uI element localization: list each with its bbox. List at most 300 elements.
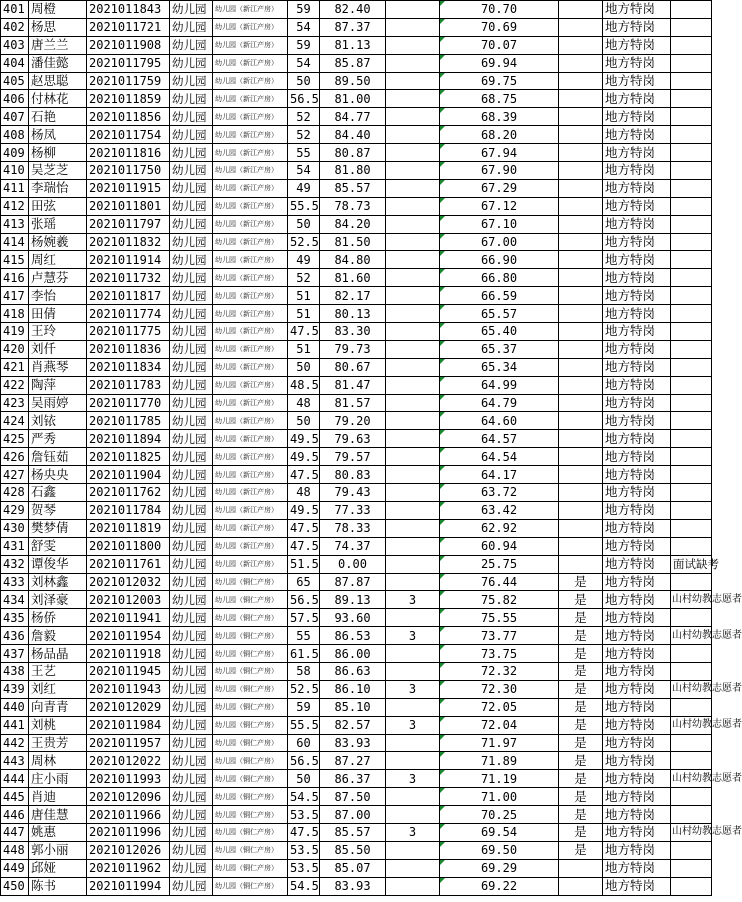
qualified-flag bbox=[559, 1, 603, 19]
school-subtype: 幼儿园（铜仁产房） bbox=[213, 662, 288, 680]
candidate-name: 石艳 bbox=[29, 108, 87, 126]
position-type: 地方特岗 bbox=[603, 877, 671, 895]
school-subtype: 幼儿园（新江产房） bbox=[213, 466, 288, 484]
interview-score: 79.43 bbox=[320, 484, 386, 502]
total-score: 72.32 bbox=[440, 662, 559, 680]
table-row bbox=[1, 555, 712, 573]
qualified-flag bbox=[559, 251, 603, 269]
candidate-name: 吴芝芝 bbox=[29, 162, 87, 180]
qualified-flag bbox=[559, 197, 603, 215]
remark bbox=[671, 448, 712, 466]
candidate-name: 唐佳慧 bbox=[29, 806, 87, 824]
row-number: 446 bbox=[1, 806, 29, 824]
candidate-name: 周橙 bbox=[29, 1, 87, 19]
remark bbox=[671, 430, 712, 448]
position-type: 地方特岗 bbox=[603, 823, 671, 841]
candidate-name: 杨凤 bbox=[29, 126, 87, 144]
total-score: 25.75 bbox=[440, 555, 559, 573]
remark bbox=[671, 144, 712, 162]
table-row bbox=[1, 179, 712, 197]
school-subtype: 幼儿园（新江产房） bbox=[213, 18, 288, 36]
position-type: 地方特岗 bbox=[603, 54, 671, 72]
interview-score: 85.87 bbox=[320, 54, 386, 72]
school-subtype: 幼儿园（铜仁产房） bbox=[213, 680, 288, 698]
exam-id: 2021011770 bbox=[87, 394, 170, 412]
table-row bbox=[1, 680, 712, 698]
row-number: 444 bbox=[1, 770, 29, 788]
school-subtype: 幼儿园（新江产房） bbox=[213, 394, 288, 412]
interview-score: 89.13 bbox=[320, 591, 386, 609]
total-score: 64.99 bbox=[440, 376, 559, 394]
table-row bbox=[1, 752, 712, 770]
row-number: 416 bbox=[1, 269, 29, 287]
written-score: 54 bbox=[288, 18, 320, 36]
candidate-name: 赵思聪 bbox=[29, 72, 87, 90]
total-score: 69.75 bbox=[440, 72, 559, 90]
row-number: 427 bbox=[1, 466, 29, 484]
school-type: 幼儿园 bbox=[170, 788, 213, 806]
qualified-flag: 是 bbox=[559, 788, 603, 806]
total-score: 67.10 bbox=[440, 215, 559, 233]
candidate-name: 谭俊华 bbox=[29, 555, 87, 573]
row-number: 425 bbox=[1, 430, 29, 448]
interview-score: 80.87 bbox=[320, 144, 386, 162]
exam-id: 2021012096 bbox=[87, 788, 170, 806]
remark bbox=[671, 179, 712, 197]
position-type: 地方特岗 bbox=[603, 698, 671, 716]
candidate-name: 邱娅 bbox=[29, 859, 87, 877]
exam-id: 2021012022 bbox=[87, 752, 170, 770]
candidate-name: 杨婉羲 bbox=[29, 233, 87, 251]
school-subtype: 幼儿园（铜仁产房） bbox=[213, 734, 288, 752]
school-type: 幼儿园 bbox=[170, 197, 213, 215]
table-row bbox=[1, 126, 712, 144]
candidate-name: 张瑶 bbox=[29, 215, 87, 233]
written-score: 48 bbox=[288, 484, 320, 502]
total-score: 73.77 bbox=[440, 627, 559, 645]
qualified-flag bbox=[559, 430, 603, 448]
school-subtype: 幼儿园（新江产房） bbox=[213, 412, 288, 430]
position-type: 地方特岗 bbox=[603, 394, 671, 412]
qualified-flag bbox=[559, 537, 603, 555]
written-score: 52 bbox=[288, 269, 320, 287]
school-subtype: 幼儿园（新江产房） bbox=[213, 484, 288, 502]
position-type: 地方特岗 bbox=[603, 591, 671, 609]
interview-score: 85.57 bbox=[320, 823, 386, 841]
table-row bbox=[1, 806, 712, 824]
total-score: 66.90 bbox=[440, 251, 559, 269]
exam-id: 2021011721 bbox=[87, 18, 170, 36]
candidate-name: 石鑫 bbox=[29, 484, 87, 502]
bonus-points bbox=[386, 108, 440, 126]
school-subtype: 幼儿园（铜仁产房） bbox=[213, 806, 288, 824]
written-score: 49.5 bbox=[288, 501, 320, 519]
school-subtype: 幼儿园（新江产房） bbox=[213, 54, 288, 72]
bonus-points bbox=[386, 251, 440, 269]
candidate-name: 李怡 bbox=[29, 287, 87, 305]
interview-score: 87.87 bbox=[320, 573, 386, 591]
table-row bbox=[1, 770, 712, 788]
table-row bbox=[1, 877, 712, 895]
written-score: 53.5 bbox=[288, 841, 320, 859]
bonus-points bbox=[386, 179, 440, 197]
school-subtype: 幼儿园（新江产房） bbox=[213, 537, 288, 555]
remark: 面试缺考 bbox=[671, 555, 712, 573]
bonus-points bbox=[386, 233, 440, 251]
position-type: 地方特岗 bbox=[603, 501, 671, 519]
school-type: 幼儿园 bbox=[170, 484, 213, 502]
school-subtype: 幼儿园（新江产房） bbox=[213, 358, 288, 376]
qualified-flag bbox=[559, 18, 603, 36]
row-number: 429 bbox=[1, 501, 29, 519]
exam-id: 2021011762 bbox=[87, 484, 170, 502]
remark bbox=[671, 466, 712, 484]
bonus-points bbox=[386, 72, 440, 90]
school-subtype: 幼儿园（新江产房） bbox=[213, 323, 288, 341]
remark bbox=[671, 609, 712, 627]
position-type: 地方特岗 bbox=[603, 430, 671, 448]
written-score: 48 bbox=[288, 394, 320, 412]
bonus-points bbox=[386, 323, 440, 341]
interview-score: 87.27 bbox=[320, 752, 386, 770]
total-score: 69.29 bbox=[440, 859, 559, 877]
table-row bbox=[1, 573, 712, 591]
remark bbox=[671, 108, 712, 126]
row-number: 410 bbox=[1, 162, 29, 180]
total-score: 63.42 bbox=[440, 501, 559, 519]
school-subtype: 幼儿园（铜仁产房） bbox=[213, 591, 288, 609]
interview-score: 78.33 bbox=[320, 519, 386, 537]
table-row bbox=[1, 72, 712, 90]
exam-id: 2021011894 bbox=[87, 430, 170, 448]
school-type: 幼儿园 bbox=[170, 466, 213, 484]
written-score: 51 bbox=[288, 305, 320, 323]
bonus-points bbox=[386, 305, 440, 323]
bonus-points bbox=[386, 788, 440, 806]
row-number: 428 bbox=[1, 484, 29, 502]
interview-score: 82.17 bbox=[320, 287, 386, 305]
total-score: 62.92 bbox=[440, 519, 559, 537]
school-type: 幼儿园 bbox=[170, 54, 213, 72]
total-score: 71.89 bbox=[440, 752, 559, 770]
interview-score: 86.63 bbox=[320, 662, 386, 680]
school-type: 幼儿园 bbox=[170, 144, 213, 162]
bonus-points bbox=[386, 54, 440, 72]
table-row bbox=[1, 215, 712, 233]
qualified-flag bbox=[559, 519, 603, 537]
written-score: 54.5 bbox=[288, 788, 320, 806]
exam-id: 2021012003 bbox=[87, 591, 170, 609]
table-row bbox=[1, 609, 712, 627]
written-score: 47.5 bbox=[288, 466, 320, 484]
exam-id: 2021011816 bbox=[87, 144, 170, 162]
candidate-name: 杨柳 bbox=[29, 144, 87, 162]
interview-score: 93.60 bbox=[320, 609, 386, 627]
position-type: 地方特岗 bbox=[603, 716, 671, 734]
written-score: 65 bbox=[288, 573, 320, 591]
school-type: 幼儿园 bbox=[170, 859, 213, 877]
written-score: 47.5 bbox=[288, 323, 320, 341]
total-score: 73.75 bbox=[440, 645, 559, 663]
row-number: 448 bbox=[1, 841, 29, 859]
remark bbox=[671, 788, 712, 806]
row-number: 431 bbox=[1, 537, 29, 555]
table-row bbox=[1, 484, 712, 502]
school-subtype: 幼儿园（新江产房） bbox=[213, 197, 288, 215]
school-subtype: 幼儿园（铜仁产房） bbox=[213, 627, 288, 645]
qualified-flag bbox=[559, 340, 603, 358]
row-number: 445 bbox=[1, 788, 29, 806]
position-type: 地方特岗 bbox=[603, 197, 671, 215]
total-score: 72.04 bbox=[440, 716, 559, 734]
school-subtype: 幼儿园（铜仁产房） bbox=[213, 788, 288, 806]
school-subtype: 幼儿园（新江产房） bbox=[213, 448, 288, 466]
row-number: 411 bbox=[1, 179, 29, 197]
school-subtype: 幼儿园（铜仁产房） bbox=[213, 698, 288, 716]
bonus-points bbox=[386, 358, 440, 376]
bonus-points: 3 bbox=[386, 627, 440, 645]
written-score: 52.5 bbox=[288, 233, 320, 251]
table-row bbox=[1, 144, 712, 162]
bonus-points bbox=[386, 90, 440, 108]
candidate-name: 詹钰茹 bbox=[29, 448, 87, 466]
total-score: 66.80 bbox=[440, 269, 559, 287]
interview-score: 77.33 bbox=[320, 501, 386, 519]
qualified-flag: 是 bbox=[559, 627, 603, 645]
position-type: 地方特岗 bbox=[603, 680, 671, 698]
bonus-points bbox=[386, 877, 440, 895]
exam-id: 2021011784 bbox=[87, 501, 170, 519]
total-score: 66.59 bbox=[440, 287, 559, 305]
interview-score: 81.50 bbox=[320, 233, 386, 251]
total-score: 64.54 bbox=[440, 448, 559, 466]
table-row bbox=[1, 645, 712, 663]
position-type: 地方特岗 bbox=[603, 72, 671, 90]
row-number: 417 bbox=[1, 287, 29, 305]
qualified-flag bbox=[559, 305, 603, 323]
qualified-flag: 是 bbox=[559, 716, 603, 734]
remark bbox=[671, 1, 712, 19]
school-type: 幼儿园 bbox=[170, 412, 213, 430]
row-number: 415 bbox=[1, 251, 29, 269]
interview-score: 74.37 bbox=[320, 537, 386, 555]
school-type: 幼儿园 bbox=[170, 645, 213, 663]
written-score: 59 bbox=[288, 1, 320, 19]
school-type: 幼儿园 bbox=[170, 537, 213, 555]
position-type: 地方特岗 bbox=[603, 573, 671, 591]
table-row bbox=[1, 340, 712, 358]
table-row bbox=[1, 430, 712, 448]
total-score: 71.00 bbox=[440, 788, 559, 806]
remark: 山村幼教志愿者 bbox=[671, 716, 712, 734]
exam-id: 2021011915 bbox=[87, 179, 170, 197]
total-score: 67.00 bbox=[440, 233, 559, 251]
school-type: 幼儿园 bbox=[170, 627, 213, 645]
table-row bbox=[1, 162, 712, 180]
total-score: 69.22 bbox=[440, 877, 559, 895]
table-row bbox=[1, 269, 712, 287]
interview-score: 79.20 bbox=[320, 412, 386, 430]
candidate-name: 付林花 bbox=[29, 90, 87, 108]
school-type: 幼儿园 bbox=[170, 358, 213, 376]
school-type: 幼儿园 bbox=[170, 215, 213, 233]
school-type: 幼儿园 bbox=[170, 662, 213, 680]
qualified-flag: 是 bbox=[559, 662, 603, 680]
written-score: 52 bbox=[288, 126, 320, 144]
written-score: 48.5 bbox=[288, 376, 320, 394]
interview-score: 83.93 bbox=[320, 877, 386, 895]
table-row bbox=[1, 233, 712, 251]
exam-id: 2021011801 bbox=[87, 197, 170, 215]
remark bbox=[671, 36, 712, 54]
position-type: 地方特岗 bbox=[603, 126, 671, 144]
row-number: 438 bbox=[1, 662, 29, 680]
written-score: 55 bbox=[288, 144, 320, 162]
table-row bbox=[1, 698, 712, 716]
exam-id: 2021012032 bbox=[87, 573, 170, 591]
table-row bbox=[1, 627, 712, 645]
total-score: 75.55 bbox=[440, 609, 559, 627]
school-subtype: 幼儿园（新江产房） bbox=[213, 36, 288, 54]
school-subtype: 幼儿园（铜仁产房） bbox=[213, 823, 288, 841]
remark bbox=[671, 859, 712, 877]
interview-score: 86.53 bbox=[320, 627, 386, 645]
total-score: 65.34 bbox=[440, 358, 559, 376]
total-score: 65.40 bbox=[440, 323, 559, 341]
total-score: 69.54 bbox=[440, 823, 559, 841]
remark bbox=[671, 734, 712, 752]
school-subtype: 幼儿园（新江产房） bbox=[213, 126, 288, 144]
candidate-name: 周林 bbox=[29, 752, 87, 770]
exam-id: 2021011904 bbox=[87, 466, 170, 484]
total-score: 76.44 bbox=[440, 573, 559, 591]
written-score: 50 bbox=[288, 72, 320, 90]
qualified-flag bbox=[559, 126, 603, 144]
total-score: 70.25 bbox=[440, 806, 559, 824]
qualified-flag: 是 bbox=[559, 573, 603, 591]
bonus-points bbox=[386, 645, 440, 663]
table-row bbox=[1, 36, 712, 54]
bonus-points bbox=[386, 215, 440, 233]
position-type: 地方特岗 bbox=[603, 734, 671, 752]
school-subtype: 幼儿园（新江产房） bbox=[213, 430, 288, 448]
qualified-flag bbox=[559, 448, 603, 466]
school-type: 幼儿园 bbox=[170, 376, 213, 394]
interview-score: 81.00 bbox=[320, 90, 386, 108]
bonus-points bbox=[386, 144, 440, 162]
remark bbox=[671, 412, 712, 430]
total-score: 64.60 bbox=[440, 412, 559, 430]
exam-id: 2021011914 bbox=[87, 251, 170, 269]
qualified-flag bbox=[559, 555, 603, 573]
school-type: 幼儿园 bbox=[170, 233, 213, 251]
total-score: 67.12 bbox=[440, 197, 559, 215]
exam-id: 2021011785 bbox=[87, 412, 170, 430]
row-number: 442 bbox=[1, 734, 29, 752]
position-type: 地方特岗 bbox=[603, 305, 671, 323]
candidate-name: 杨思 bbox=[29, 18, 87, 36]
exam-id: 2021011761 bbox=[87, 555, 170, 573]
school-subtype: 幼儿园（新江产房） bbox=[213, 90, 288, 108]
remark bbox=[671, 358, 712, 376]
bonus-points bbox=[386, 841, 440, 859]
position-type: 地方特岗 bbox=[603, 448, 671, 466]
candidate-name: 詹毅 bbox=[29, 627, 87, 645]
row-number: 404 bbox=[1, 54, 29, 72]
position-type: 地方特岗 bbox=[603, 555, 671, 573]
table-row bbox=[1, 448, 712, 466]
written-score: 56.5 bbox=[288, 752, 320, 770]
table-row bbox=[1, 1, 712, 19]
bonus-points bbox=[386, 36, 440, 54]
remark bbox=[671, 233, 712, 251]
interview-score: 85.57 bbox=[320, 179, 386, 197]
remark: 山村幼教志愿者 bbox=[671, 680, 712, 698]
school-type: 幼儿园 bbox=[170, 90, 213, 108]
table-row bbox=[1, 251, 712, 269]
candidate-name: 贺琴 bbox=[29, 501, 87, 519]
school-type: 幼儿园 bbox=[170, 770, 213, 788]
school-subtype: 幼儿园（新江产房） bbox=[213, 179, 288, 197]
position-type: 地方特岗 bbox=[603, 108, 671, 126]
table-row bbox=[1, 466, 712, 484]
interview-score: 87.37 bbox=[320, 18, 386, 36]
row-number: 435 bbox=[1, 609, 29, 627]
school-subtype: 幼儿园（铜仁产房） bbox=[213, 645, 288, 663]
total-score: 68.39 bbox=[440, 108, 559, 126]
row-number: 414 bbox=[1, 233, 29, 251]
candidate-name: 刘林鑫 bbox=[29, 573, 87, 591]
qualified-flag: 是 bbox=[559, 823, 603, 841]
qualified-flag bbox=[559, 72, 603, 90]
total-score: 75.82 bbox=[440, 591, 559, 609]
school-type: 幼儿园 bbox=[170, 752, 213, 770]
remark bbox=[671, 287, 712, 305]
position-type: 地方特岗 bbox=[603, 18, 671, 36]
qualified-flag bbox=[559, 179, 603, 197]
interview-score: 0.00 bbox=[320, 555, 386, 573]
table-row bbox=[1, 734, 712, 752]
table-row bbox=[1, 376, 712, 394]
exam-id: 2021011817 bbox=[87, 287, 170, 305]
exam-id: 2021011856 bbox=[87, 108, 170, 126]
position-type: 地方特岗 bbox=[603, 233, 671, 251]
total-score: 67.90 bbox=[440, 162, 559, 180]
qualified-flag bbox=[559, 54, 603, 72]
school-type: 幼儿园 bbox=[170, 716, 213, 734]
written-score: 55 bbox=[288, 627, 320, 645]
written-score: 59 bbox=[288, 698, 320, 716]
bonus-points: 3 bbox=[386, 770, 440, 788]
written-score: 60 bbox=[288, 734, 320, 752]
position-type: 地方特岗 bbox=[603, 251, 671, 269]
school-subtype: 幼儿园（铜仁产房） bbox=[213, 716, 288, 734]
remark bbox=[671, 269, 712, 287]
remark bbox=[671, 484, 712, 502]
interview-score: 83.93 bbox=[320, 734, 386, 752]
exam-id: 2021011957 bbox=[87, 734, 170, 752]
exam-id: 2021011825 bbox=[87, 448, 170, 466]
exam-id: 2021011996 bbox=[87, 823, 170, 841]
remark bbox=[671, 215, 712, 233]
total-score: 71.97 bbox=[440, 734, 559, 752]
remark: 山村幼教志愿者 bbox=[671, 591, 712, 609]
interview-score: 86.00 bbox=[320, 645, 386, 663]
interview-score: 81.57 bbox=[320, 394, 386, 412]
row-number: 413 bbox=[1, 215, 29, 233]
interview-score: 87.50 bbox=[320, 788, 386, 806]
school-type: 幼儿园 bbox=[170, 269, 213, 287]
